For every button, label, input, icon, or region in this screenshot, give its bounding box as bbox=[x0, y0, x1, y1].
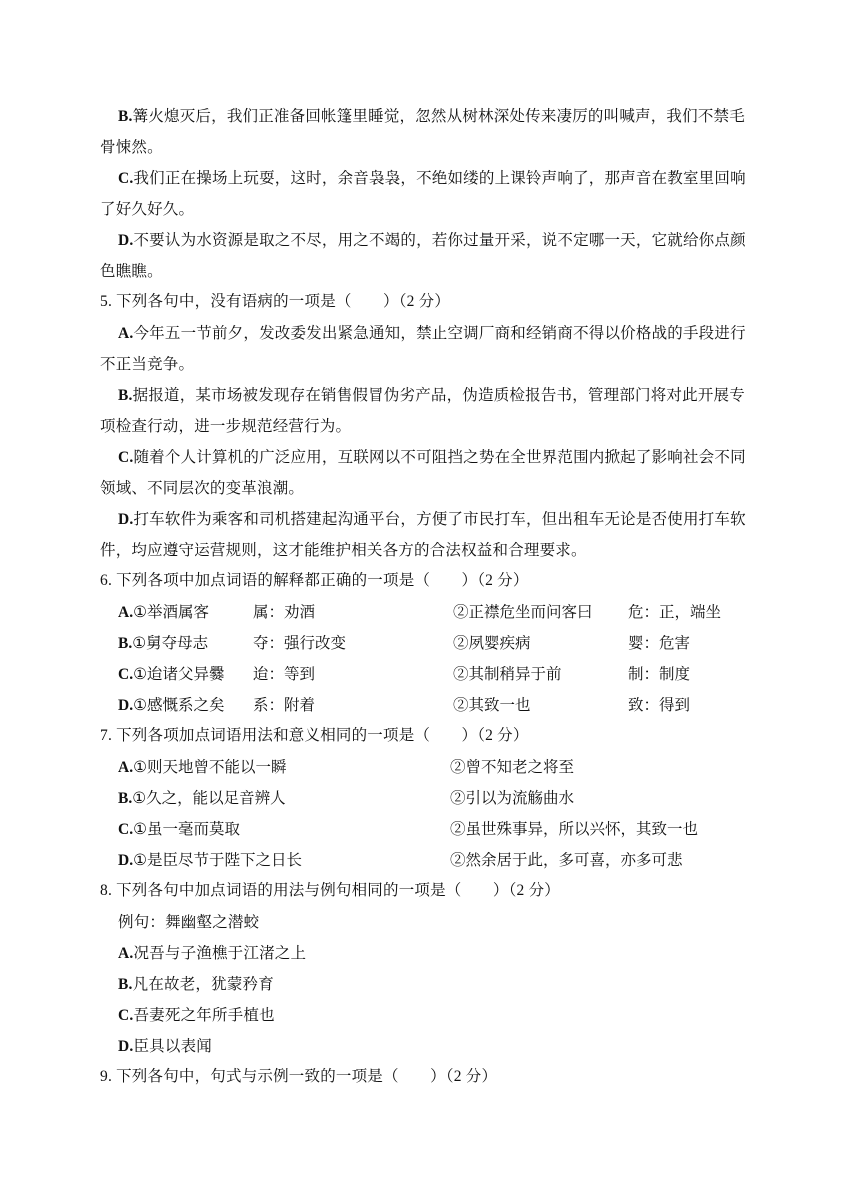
option-text-cont: 项检查行动，进一步规范经营行为。 bbox=[100, 417, 352, 435]
phrase-text: ①感慨系之矣 bbox=[133, 696, 225, 714]
option-text: 我们正在操场上玩耍，这时，余音袅袅，不绝如缕的上课铃声响了，那声音在教室里回响 bbox=[133, 169, 746, 187]
option-label: B. bbox=[118, 108, 133, 125]
option-text: 吾妻死之年所手植也 bbox=[133, 1006, 275, 1024]
option-explain-2: 婴：危害 bbox=[628, 634, 691, 652]
q5-stem: 5. 下列各句中，没有语病的一项是（ ）（2 分） bbox=[100, 293, 451, 310]
option-explain-1: 夺：强行改变 bbox=[253, 634, 347, 652]
phrase-text: ①虽一毫而莫取 bbox=[133, 820, 240, 838]
q5-option-c-cont bbox=[100, 478, 304, 498]
option-label: D. bbox=[118, 852, 134, 869]
option-phrase-2: ②然余居于此，多可喜，亦多可悲 bbox=[450, 851, 683, 869]
option-label: B. bbox=[118, 635, 133, 652]
option-text: 随着个人计算机的广泛应用，互联网以不可阻挡之势在全世界范围内掀起了影响社会不同 bbox=[133, 448, 746, 466]
option-label: C. bbox=[118, 666, 134, 683]
option-label: B. bbox=[118, 976, 133, 993]
option-explain-1: 属：劝酒 bbox=[253, 603, 316, 621]
option-label: C. bbox=[118, 821, 134, 838]
option-phrase-2: ②其制稍异于前 bbox=[453, 665, 562, 683]
option-label: C. bbox=[118, 449, 134, 466]
q5-option-a-cont bbox=[100, 354, 194, 374]
option-text: 况吾与子渔樵于江渚之上 bbox=[133, 944, 307, 962]
option-phrase-2: ②夙婴疾病 bbox=[453, 634, 531, 652]
option-text: 篝火熄灭后，我们正准备回帐篷里睡觉，忽然从树林深处传来凄厉的叫喊声，我们不禁毛 bbox=[132, 107, 745, 125]
option-explain-2: 制：制度 bbox=[628, 665, 691, 683]
q8-option-a bbox=[118, 943, 306, 964]
option-text: 据报道，某市场被发现存在销售假冒伪劣产品，伪造质检报告书，管理部门将对此开展专 bbox=[132, 386, 745, 404]
option-phrase-1 bbox=[118, 633, 208, 654]
q6-stem: 6. 下列各项中加点词语的解释都正确的一项是（ ）（2 分） bbox=[100, 572, 529, 589]
option-explain-1: 迨：等到 bbox=[253, 665, 316, 683]
option-phrase-1 bbox=[118, 850, 302, 871]
option-explain-2: 危：正，端坐 bbox=[628, 603, 722, 621]
phrase-text: ①举酒属客 bbox=[133, 603, 209, 621]
q4-option-c-cont bbox=[100, 199, 194, 219]
q5-option-b bbox=[118, 385, 745, 406]
q8-option-c bbox=[118, 1005, 275, 1026]
option-phrase-2: ②引以为流觞曲水 bbox=[450, 789, 575, 807]
q5-option-b-cont bbox=[100, 416, 351, 436]
option-text-cont: 件，均应遵守运营规则，这才能维护相关各方的合法权益和合理要求。 bbox=[100, 541, 587, 559]
option-text-cont: 色瞧瞧。 bbox=[100, 262, 163, 280]
option-text: 今年五一节前夕，发改委发出紧急通知，禁止空调厂商和经销商不得以价格战的手段进行 bbox=[133, 324, 746, 342]
q8-example: 例句：舞幽壑之潜蛟 bbox=[118, 913, 260, 931]
q4-option-c bbox=[118, 168, 746, 189]
q4-option-d-cont bbox=[100, 261, 163, 281]
option-text: 臣具以表闻 bbox=[133, 1037, 212, 1055]
q5-option-c bbox=[118, 447, 746, 468]
option-label: D. bbox=[118, 1038, 134, 1055]
option-phrase-1 bbox=[118, 757, 286, 778]
option-phrase-1 bbox=[118, 819, 240, 840]
option-phrase-1 bbox=[118, 788, 286, 809]
phrase-text: ①迨诸父异爨 bbox=[133, 665, 225, 683]
option-label: B. bbox=[118, 387, 133, 404]
q5-option-d-cont bbox=[100, 540, 587, 560]
option-text: 不要认为水资源是取之不尽，用之不竭的，若你过量开采，说不定哪一天，它就给你点颜 bbox=[133, 231, 746, 249]
option-label: B. bbox=[118, 790, 133, 807]
q4-option-b-cont bbox=[100, 137, 163, 157]
option-phrase-2: ②正襟危坐而问客曰 bbox=[453, 603, 593, 621]
q5-option-d bbox=[118, 509, 746, 530]
q9-stem: 9. 下列各句中，句式与示例一致的一项是（ ）（2 分） bbox=[100, 1068, 498, 1085]
option-text: 打车软件为乘客和司机搭建起沟通平台，方便了市民打车，但出租车无论是否使用打车软 bbox=[133, 510, 746, 528]
option-text-cont: 不正当竞争。 bbox=[100, 355, 195, 373]
option-text-cont: 骨悚然。 bbox=[100, 138, 163, 156]
phrase-text: ①舅夺母志 bbox=[132, 634, 209, 652]
q8-option-d bbox=[118, 1036, 212, 1057]
option-phrase-2: ②曾不知老之将至 bbox=[450, 758, 575, 776]
phrase-text: ①久之，能以足音辨人 bbox=[132, 789, 286, 807]
option-label: C. bbox=[118, 1007, 134, 1024]
option-label: A. bbox=[118, 945, 134, 962]
option-explain-1: 系：附着 bbox=[253, 696, 316, 714]
q5-option-a bbox=[118, 323, 746, 344]
option-phrase-1 bbox=[118, 602, 209, 623]
option-label: A. bbox=[118, 759, 134, 776]
option-label: D. bbox=[118, 697, 134, 714]
option-phrase-2: ②其致一也 bbox=[453, 696, 531, 714]
q4-option-d bbox=[118, 230, 746, 251]
option-text-cont: 领域、不同层次的变革浪潮。 bbox=[100, 479, 305, 497]
option-phrase-1 bbox=[118, 695, 224, 716]
q7-stem: 7. 下列各项加点词语用法和意义相同的一项是（ ）（2 分） bbox=[100, 727, 529, 744]
phrase-text: ①则天地曾不能以一瞬 bbox=[133, 758, 287, 776]
option-label: A. bbox=[118, 604, 134, 621]
q8-stem: 8. 下列各句中加点词语的用法与例句相同的一项是（ ）（2 分） bbox=[100, 882, 560, 899]
option-label: C. bbox=[118, 170, 134, 187]
option-text: 凡在故老，犹蒙矜育 bbox=[132, 975, 274, 993]
phrase-text: ①是臣尽节于陛下之日长 bbox=[133, 851, 302, 869]
q4-option-b bbox=[118, 106, 745, 127]
option-text-cont: 了好久好久。 bbox=[100, 200, 195, 218]
option-label: A. bbox=[118, 325, 134, 342]
option-phrase-2: ②虽世殊事异，所以兴怀，其致一也 bbox=[450, 820, 699, 838]
option-label: D. bbox=[118, 232, 134, 249]
option-phrase-1 bbox=[118, 664, 224, 685]
option-explain-2: 致：得到 bbox=[628, 696, 691, 714]
option-label: D. bbox=[118, 511, 134, 528]
q8-option-b bbox=[118, 974, 274, 995]
